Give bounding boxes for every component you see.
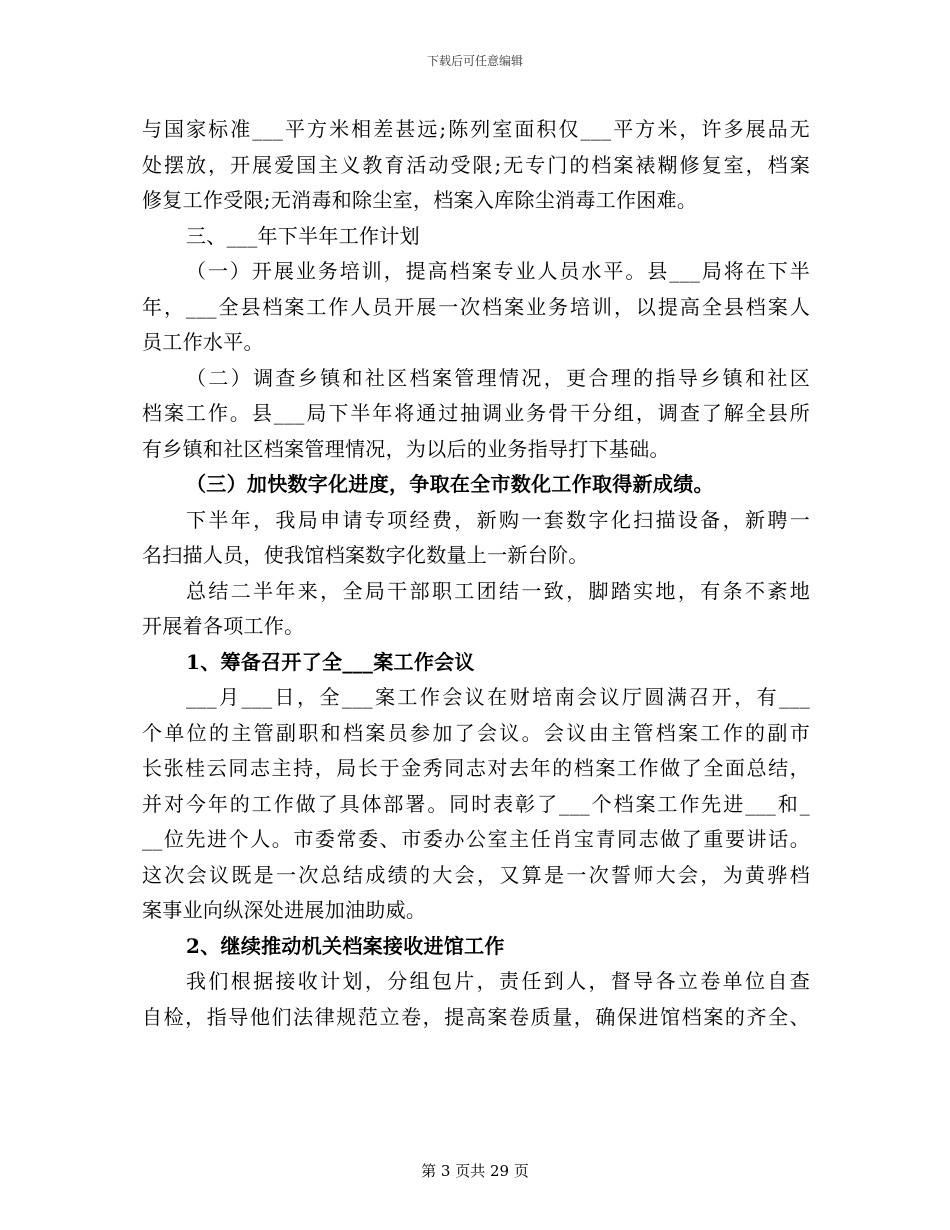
paragraph-line: 并对今年的工作做了具体部署。同时表彰了___个档案工作先进___和_ — [142, 791, 810, 816]
document-body — [142, 112, 810, 1035]
paragraph-line: （二）调查乡镇和社区档案管理情况，更合理的指导乡镇和社区 — [186, 365, 810, 390]
paragraph-line: 员工作水平。 — [142, 330, 264, 354]
paragraph-line: 有乡镇和社区档案管理情况，为以后的业务指导打下基础。 — [142, 436, 670, 461]
paragraph-line: 自检，指导他们法律规范立卷，提高案卷质量，确保进馆档案的齐全、 — [142, 1004, 810, 1029]
section-heading-line: 2、继续推动机关档案接收进馆工作 — [186, 933, 505, 958]
paragraph-line: 修复工作受限;无消毒和除尘室，档案入库除尘消毒工作困难。 — [142, 188, 698, 212]
paragraph-line: 档案工作。县___局下半年将通过抽调业务骨干分组，调查了解全县所 — [142, 401, 810, 425]
page-header: 下载后可任意编辑 — [426, 54, 523, 68]
paragraph-line: 长张桂云同志主持，局长于金秀同志对去年的档案工作做了全面总结， — [142, 756, 810, 780]
section-heading-line: （三）加快数字化进度，争取在全市数化工作取得新成绩。 — [186, 472, 714, 496]
paragraph-line: 年，___全县档案工作人员开展一次档案业务培训，以提高全县档案人 — [142, 294, 810, 319]
paragraph-line: 个单位的主管副职和档案员参加了会议。会议由主管档案工作的副市 — [142, 720, 810, 745]
paragraph-line: 这次会议既是一次总结成绩的大会，又算是一次誓师大会，为黄骅档 — [142, 862, 810, 887]
paragraph-line: 开展着各项工作。 — [142, 614, 305, 638]
paragraph-line: 总结二半年来，全局干部职工团结一致，脚踏实地，有条不紊地 — [186, 578, 810, 603]
paragraph-line: 处摆放，开展爱国主义教育活动受限;无专门的档案裱糊修复室，档案 — [142, 152, 810, 177]
paragraph-line: 下半年，我局申请专项经费，新购一套数字化扫描设备，新聘一 — [186, 507, 810, 532]
paragraph-line: __位先进个人。市委常委、市委办公室主任肖宝青同志做了重要讲话。 — [142, 827, 810, 851]
paragraph-line: ___月___日，全___案工作会议在财培南会议厅圆满召开，有___ — [186, 685, 810, 709]
page-footer: 第 3 页共 29 页 — [421, 1162, 529, 1180]
paragraph-line: 三、___年下半年工作计划 — [186, 223, 420, 248]
paragraph-line: 案事业向纵深处进展加油助威。 — [142, 898, 427, 922]
paragraph-line: 我们根据接收计划，分组包片，责任到人，督导各立卷单位自查 — [186, 969, 810, 993]
paragraph-line: （一）开展业务培训，提高档案专业人员水平。县___局将在下半 — [186, 259, 810, 283]
paragraph-line: 名扫描人员，使我馆档案数字化数量上一新台阶。 — [142, 543, 589, 567]
section-heading-line: 1、筹备召开了全___案工作会议 — [186, 649, 475, 674]
paragraph-line: 与国家标准___平方米相差甚远;陈列室面积仅___平方米，许多展品无 — [142, 117, 810, 141]
